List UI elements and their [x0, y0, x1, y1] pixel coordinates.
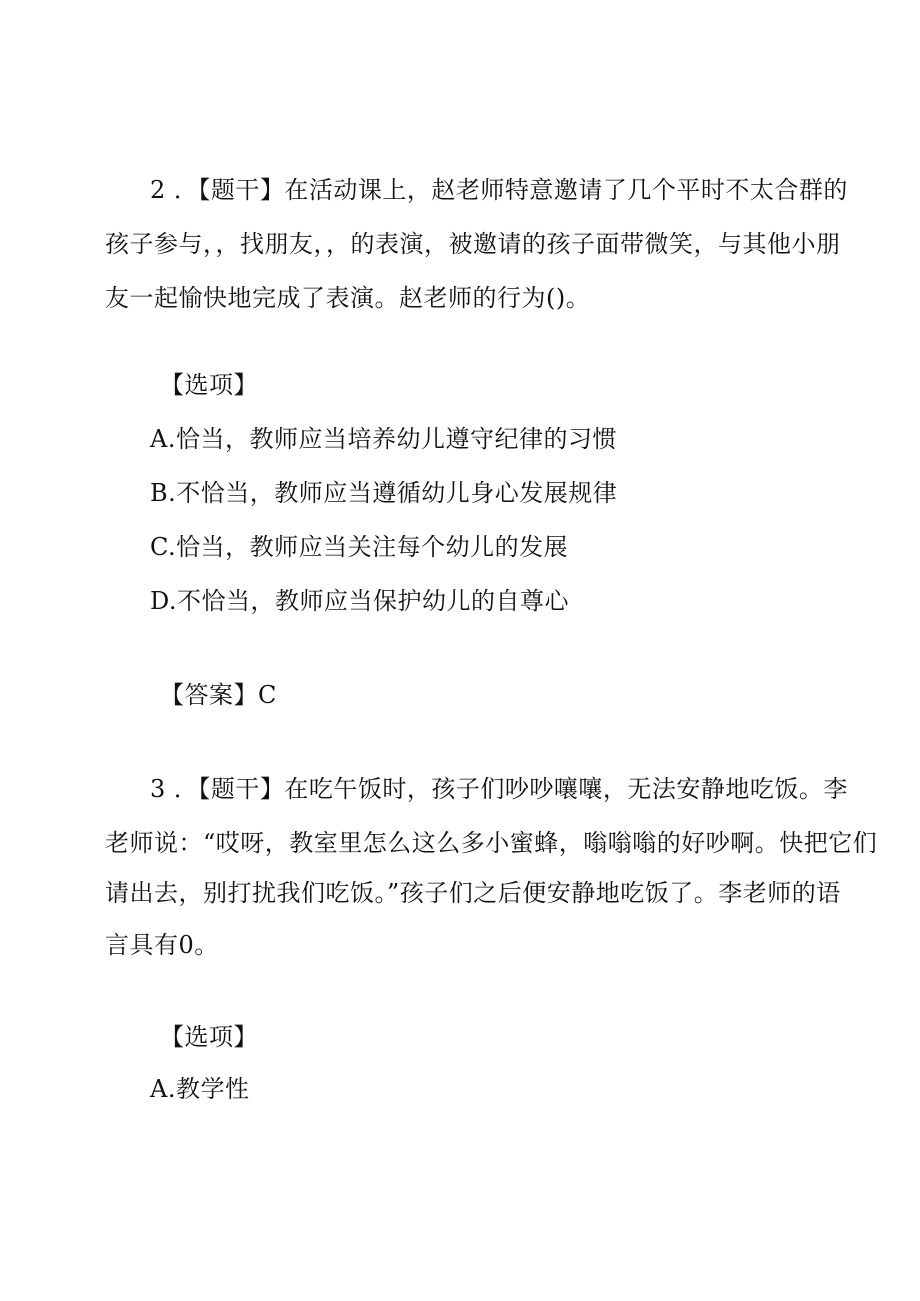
q2-option-d: D.不恰当，教师应当保护幼儿的自尊心 [150, 587, 570, 615]
q3-options-label: 【选项】 [160, 1023, 258, 1051]
q2-stem-line-2: 孩子参与，，找朋友，，的表演，被邀请的孩子面带微笑，与其他小朋 [105, 230, 841, 258]
q3-stem-line-3: 请出去，别打扰我们吃饭。”孩子们之后便安静地吃饭了。李老师的语 [105, 879, 841, 907]
q2-option-a: A.恰当，教师应当培养幼儿遵守纪律的习惯 [150, 425, 617, 453]
q3-option-a: A.教学性 [150, 1075, 250, 1103]
q2-options-label: 【选项】 [160, 371, 258, 399]
q3-stem-line-1: 3 ．【题干】在吃午饭时，孩子们吵吵嚷嚷，无法安静地吃饭。李 [150, 775, 848, 803]
q2-answer: 【答案】C [160, 681, 277, 709]
q3-stem-line-2: 老师说：“哎呀，教室里怎么这么多小蜜蜂，嗡嗡嗡的好吵啊。快把它们 [105, 829, 878, 857]
q2-option-b: B.不恰当，教师应当遵循幼儿身心发展规律 [150, 479, 618, 507]
q3-stem-line-4: 言具有0。 [105, 931, 219, 959]
q2-stem-line-3: 友一起愉快地完成了表演。赵老师的行为()。 [105, 284, 591, 312]
q2-option-c: C.恰当，教师应当关注每个幼儿的发展 [150, 533, 569, 561]
q2-stem-line-1: 2 ．【题干】在活动课上，赵老师特意邀请了几个平时不太合群的 [150, 176, 848, 204]
